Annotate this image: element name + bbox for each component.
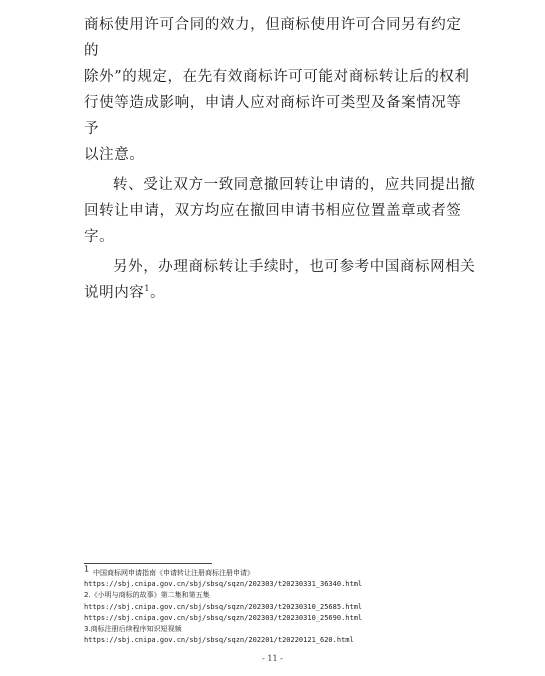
paragraph-1-line-2: 除外”的规定，在先有效商标许可可能对商标转让后的权利 [84, 69, 470, 85]
paragraph-3-line-2: 说明内容 [84, 285, 145, 301]
paragraph-1-line-3: 行使等造成影响，申请人应对商标许可类型及备案情况等予 [84, 95, 462, 137]
paragraph-2 [84, 172, 476, 250]
paragraph-2-line-2: 回转让申请，双方均应在撤回申请书相应位置盖章或者签字。 [84, 203, 462, 245]
paragraph-3-end-punct: 。 [150, 285, 166, 301]
paragraph-1-line-1: 商标使用许可合同的效力，但商标使用许可合同另有约定的 [84, 17, 462, 59]
footnote-1-title [84, 564, 484, 579]
footnote-2-title: 2.《小明与商标的故事》第二集和第五集 [84, 591, 210, 600]
footnote-1-title-text: 中国商标网申请指南《申请转让注册商标注册申请》 [93, 569, 255, 577]
paragraph-3-line-1: 另外，办理商标转让手续时，也可参考中国商标网相关 [113, 259, 476, 275]
footnote-3-title: 3.商标注册后续程序知识短视频 [84, 625, 182, 634]
paragraph-1-line-4: 以注意。 [84, 147, 145, 163]
page-number: - 11 - [262, 654, 283, 663]
paragraph-2-line-1: 转、受让双方一致同意撤回转让申请的，应共同提出撤 [113, 177, 476, 193]
footnote-2-url-2[interactable]: https://sbj.cnipa.gov.cn/sbj/sbsq/sqzn/202303/t20230310_25690.html [84, 613, 363, 622]
footnotes [84, 564, 484, 646]
footnote-reference-1[interactable]: 1 [144, 284, 151, 294]
paragraph-1 [84, 12, 476, 168]
footnote-2-url-1[interactable]: https://sbj.cnipa.gov.cn/sbj/sbsq/sqzn/202303/t20230310_25685.html [84, 602, 363, 611]
footnote-1-marker: 1 [84, 564, 89, 574]
footnote-separator [84, 563, 212, 564]
body-text [84, 12, 476, 306]
footnote-3-url[interactable]: https://sbj.cnipa.gov.cn/sbj/sbsq/sqzn/202201/t20220121_620.html [84, 636, 354, 645]
paragraph-3 [84, 254, 476, 306]
footnote-1-url[interactable]: https://sbj.cnipa.gov.cn/sbj/sbsq/sqzn/202303/t20230331_36340.html [84, 580, 363, 589]
